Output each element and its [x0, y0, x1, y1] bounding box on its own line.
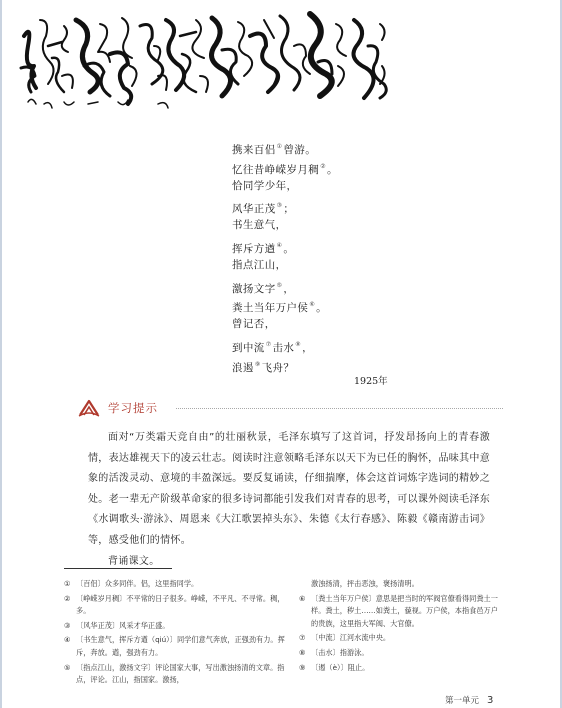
study-tips-paragraph: 背诵课文。 — [108, 555, 160, 567]
poem — [232, 137, 432, 375]
footnotes-left-column — [64, 578, 286, 689]
poem-line: 忆往昔峥嵘岁月稠②。 — [232, 162, 338, 176]
poem-line: 粪土当年万户侯⑥。 — [232, 301, 327, 315]
footnote: ⑥ 〔粪土当年万户侯〕意思是把当时的军阀官僚看得同粪土一样。粪土，秽土……如粪土，藐视。万户侯，本指食邑万户的贵族，这里指大军阀、大官僚。 — [299, 593, 498, 628]
footnotes-right-column — [299, 578, 499, 676]
footnote-continuation: 激浊扬清，抨击恶浊，褒扬清明。 — [311, 579, 419, 588]
poem-line: 浪遏⑨飞舟？ — [232, 360, 295, 374]
footnote: ④ 〔书生意气，挥斥方遒（qiú）〕同学们意气奔放，正强劲有力。挥斥，奔放。遒，强劲有力。 — [64, 635, 285, 657]
footnote: ⑤ 〔指点江山，激扬文字〕评论国家大事，写出激浊扬清的文章。指点，评论。江山，指国家。激扬， — [64, 662, 285, 685]
poem-date: 1925年 — [354, 376, 388, 387]
footnote: ② 〔峥嵘岁月稠〕不平常的日子很多。峥嵘，不平凡、不寻常。稠，多。 — [64, 593, 285, 616]
page-footer — [445, 694, 493, 706]
footnote: ⑧ 〔击水〕指游泳。 — [299, 647, 369, 657]
poem-line: 指点江山， — [232, 258, 287, 271]
footnote: ① 〔百侣〕众多同伴。侣，这里指同学。 — [64, 579, 199, 588]
footnote: ③ 〔风华正茂〕风采才华正盛。 — [64, 620, 170, 630]
footnote-rule — [64, 568, 172, 569]
poem-line: 风华正茂③； — [232, 202, 295, 216]
study-tips-paragraph: 面对“万类霜天竞自由”的壮丽秋景，毛泽东填写了这首词，抒发昂扬向上的青春激情，表达雄视天下的凌云壮志。阅读时注意领略毛泽东以天下为已任的胸怀，品味其中意象的活泼灵动、意境的丰盈深远。要反复诵读，仔细揣摩，体会这首词炼字选词的精妙之处。老一辈无产阶级革命家的很多诗词都能引发我们对青春的思考，可以课外阅读毛泽东《水调歌头·游泳》、周恩来《大江歌罢掉头东》、朱德《太行春感》、陈毅《赣南游击词》等，感受他们的情怀。 — [88, 432, 490, 546]
dotted-divider — [176, 408, 503, 409]
poem-line: 曾记否， — [232, 318, 276, 331]
calligraphy-header-image — [18, 6, 390, 118]
unit-label: 第一单元 — [445, 696, 480, 706]
study-tips-title: 学习提示 — [108, 401, 158, 415]
page-frame-left — [0, 0, 2, 708]
study-tips-icon — [78, 398, 100, 418]
poem-line: 激扬文字⑤， — [232, 281, 295, 295]
study-tips-header — [78, 398, 503, 418]
poem-line: 携来百侣①曾游。 — [232, 143, 317, 156]
footnote: ⑦ 〔中流〕江河水流中央。 — [299, 633, 391, 643]
poem-line: 恰同学少年， — [232, 179, 298, 192]
poem-line: 挥斥方遒④。 — [232, 241, 295, 255]
study-tips-body — [88, 428, 490, 572]
page-number: 3 — [487, 695, 494, 706]
footnote: ⑨ 〔遏（è）〕阻止。 — [299, 662, 370, 672]
poem-line: 到中流⑦击水⑧， — [232, 340, 313, 354]
poem-line: 书生意气， — [232, 219, 287, 232]
